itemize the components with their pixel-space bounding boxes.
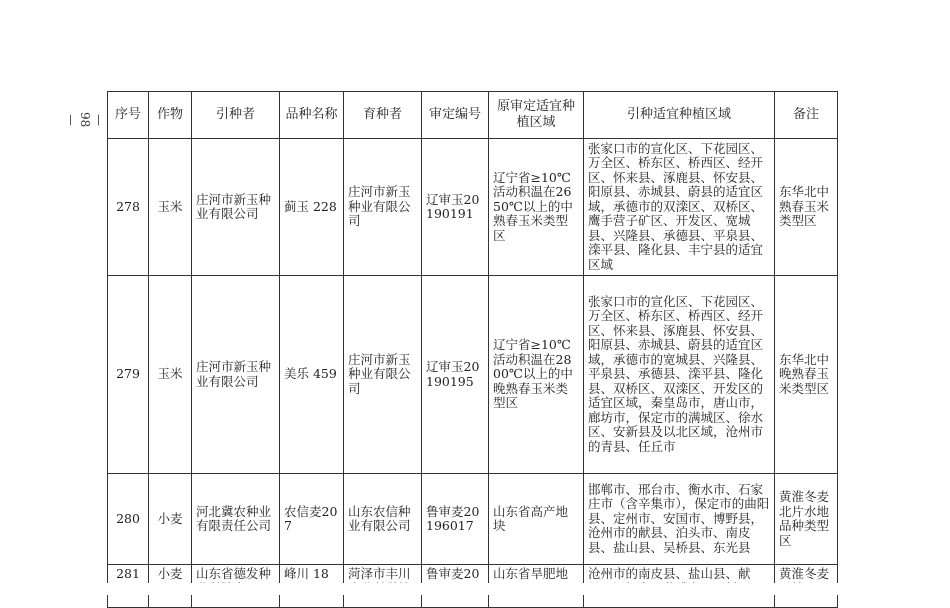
header-approval: 审定编号: [422, 92, 489, 139]
table-row: [108, 474, 838, 565]
cell-introducer: 山东省德发种: [192, 565, 280, 608]
cell-introducer: 庄河市新玉种业有限公司: [192, 276, 280, 474]
header-orig-region: 原审定适宜种植区域: [489, 92, 584, 139]
cell-no: 281: [108, 565, 149, 608]
cell-crop: 玉米: [149, 276, 192, 474]
header-no: 序号: [108, 92, 149, 139]
cell-crop: 小麦: [149, 474, 192, 565]
cell-approval: 辽审玉20190195: [422, 276, 489, 474]
cell-approval: 鲁审麦20196017: [422, 474, 489, 565]
page-crop-edge: [0, 583, 950, 595]
cell-notes: 黄淮冬麦北片水地品种类型区: [775, 474, 838, 565]
cell-breeder: 山东农信种业有限公司: [344, 474, 422, 565]
page-number-text: 98: [78, 112, 92, 128]
header-breeder: 育种者: [344, 92, 422, 139]
cell-orig-region: 山东省高产地块: [489, 474, 584, 565]
cell-breeder: 庄河市新玉种业有限公司: [344, 276, 422, 474]
cell-intro-region: 张家口市的宣化区、下花园区、万全区、桥东区、桥西区、经开区、怀来县、涿鹿县、怀安县、阳原县、赤城县、蔚县的适宜区域，承德市的宽城县、兴隆县、平泉县、承德县、滦平县、隆化县、双桥区、双滦区、开发区的适宜区域，秦皇岛市，唐山市，廊坊市，保定市的满城区、徐水区、安新县及以北区域，沧州市的青县、任丘市: [584, 276, 775, 474]
table-row: [108, 276, 838, 474]
page-number: — 98 —: [64, 112, 106, 128]
cell-intro-region: 沧州市的南皮县、盐山县、献: [584, 565, 775, 608]
cell-breeder: 菏泽市丰川: [344, 565, 422, 608]
cell-no: 279: [108, 276, 149, 474]
cell-variety: 农信麦207: [280, 474, 344, 565]
cell-variety: 蓟玉 228: [280, 139, 344, 276]
cell-intro-region: 邯郸市、邢台市、衡水市、石家庄市（含辛集市），保定市的曲阳县、定州市、安国市、博野县，沧州市的献县、泊头市、南皮县、盐山县、吴桥县、东光县: [584, 474, 775, 565]
table-row: [108, 139, 838, 276]
cell-no: 280: [108, 474, 149, 565]
header-row: [108, 92, 838, 139]
cell-breeder: 庄河市新玉种业有限公司: [344, 139, 422, 276]
cell-orig-region: 辽宁省≥10℃活动积温在2800℃以上的中晚熟春玉米类型区: [489, 276, 584, 474]
header-crop: 作物: [149, 92, 192, 139]
cell-intro-region: 张家口市的宣化区、下花园区、万全区、桥东区、桥西区、经开区、怀来县、涿鹿县、怀安县、阳原县、赤城县、蔚县的适宜区域，承德市的双滦区、双桥区、鹰手营子矿区、开发区、宽城县、兴隆县、承德县、平泉县、滦平县、隆化县、丰宁县的适宜区域: [584, 139, 775, 276]
header-notes: 备注: [775, 92, 838, 139]
cell-approval: 辽审玉20190191: [422, 139, 489, 276]
cell-introducer: 庄河市新玉种业有限公司: [192, 139, 280, 276]
header-variety: 品种名称: [280, 92, 344, 139]
cell-crop: 玉米: [149, 139, 192, 276]
cell-variety: 峰川 18: [280, 565, 344, 608]
cell-notes: 东华北中晚熟春玉米类型区: [775, 276, 838, 474]
cell-variety: 美乐 459: [280, 276, 344, 474]
cell-orig-region: 辽宁省≥10℃活动积温在2650℃以上的中熟春玉米类型区: [489, 139, 584, 276]
cell-orig-region: 山东省旱肥地: [489, 565, 584, 608]
cell-notes: 东华北中熟春玉米类型区: [775, 139, 838, 276]
cell-introducer: 河北冀农种业有限责任公司: [192, 474, 280, 565]
variety-table: [107, 91, 838, 608]
cell-approval: 鲁审麦20: [422, 565, 489, 608]
header-introducer: 引种者: [192, 92, 280, 139]
header-intro-region: 引种适宜种植区域: [584, 92, 775, 139]
cell-crop: 小麦: [149, 565, 192, 608]
cell-no: 278: [108, 139, 149, 276]
cell-notes: 黄淮冬麦: [775, 565, 838, 608]
